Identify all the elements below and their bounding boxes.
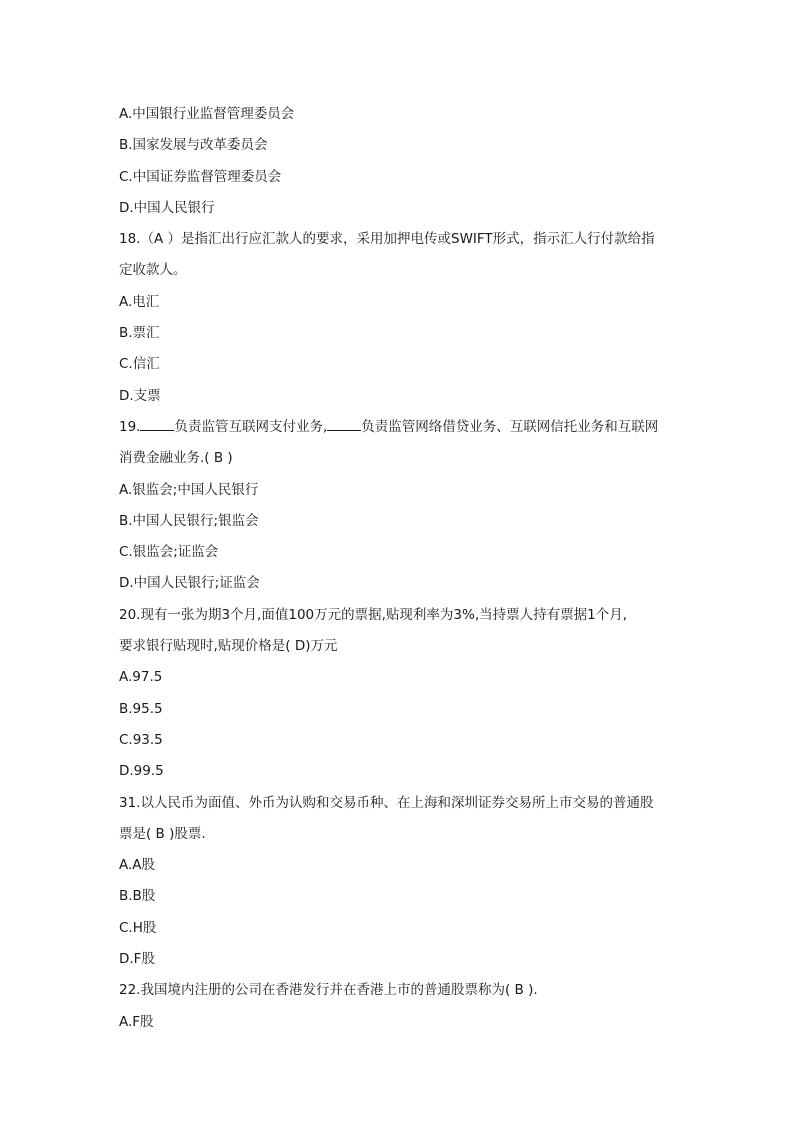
option-a: A.A股: [119, 857, 156, 874]
fill-blank: [327, 414, 361, 431]
question-18-continued: 定收款人。: [119, 262, 187, 279]
question-number: 19.: [119, 418, 141, 435]
option-c: C.93.5: [119, 731, 163, 748]
question-19: [119, 412, 679, 443]
option-a: A.97.5: [119, 669, 163, 686]
option-b: B.国家发展与改革委员会: [119, 137, 268, 154]
option-d: D.支票: [119, 387, 161, 404]
option-b: B.B股: [119, 888, 156, 905]
option-b: B.票汇: [119, 325, 160, 342]
option-c: C.中国证券监督管理委员会: [119, 168, 282, 185]
question-31: 31.以人民币为面值、外币为认购和交易币种、在上海和深圳证券交易所上市交易的普通股: [119, 794, 654, 811]
question-text: 负责监管网络借贷业务、互联网信托业务和互联网: [361, 418, 659, 435]
question-20-continued: 要求银行贴现时,贴现价格是( D)万元: [119, 638, 338, 655]
option-a: A.中国银行业监督管理委员会: [119, 106, 295, 122]
question-text: 负责监管互联网支付业务,: [174, 418, 328, 435]
question-31-continued: 票是( B )股票.: [119, 825, 206, 842]
option-b: B.中国人民银行;银监会: [119, 512, 259, 529]
option-c: C.H股: [119, 919, 157, 936]
option-c: C.信汇: [119, 356, 160, 373]
document-body: [119, 99, 679, 1038]
question-20: 20.现有一张为期3个月,面值100万元的票据,贴现利率为3%,当持票人持有票据1个月,: [119, 606, 627, 623]
option-d: D.中国人民银行: [119, 199, 215, 216]
option-d: D.中国人民银行;证监会: [119, 575, 260, 592]
option-a: A.电汇: [119, 293, 160, 310]
option-d: D.F股: [119, 951, 155, 968]
option-a: A.F股: [119, 1013, 154, 1030]
option-b: B.95.5: [119, 700, 163, 717]
question-18: 18.（A ）是指汇出行应汇款人的要求，采用加押电传或SWIFT形式，指示汇人行付款给指: [119, 231, 655, 248]
fill-blank: [140, 414, 174, 431]
question-19-continued: 消费金融业务.( B ): [119, 450, 233, 467]
option-d: D.99.5: [119, 763, 164, 780]
option-c: C.银监会;证监会: [119, 544, 219, 561]
option-a: A.银监会;中国人民银行: [119, 481, 259, 498]
question-22: 22.我国境内注册的公司在香港发行并在香港上市的普通股票称为( B ).: [119, 982, 538, 999]
